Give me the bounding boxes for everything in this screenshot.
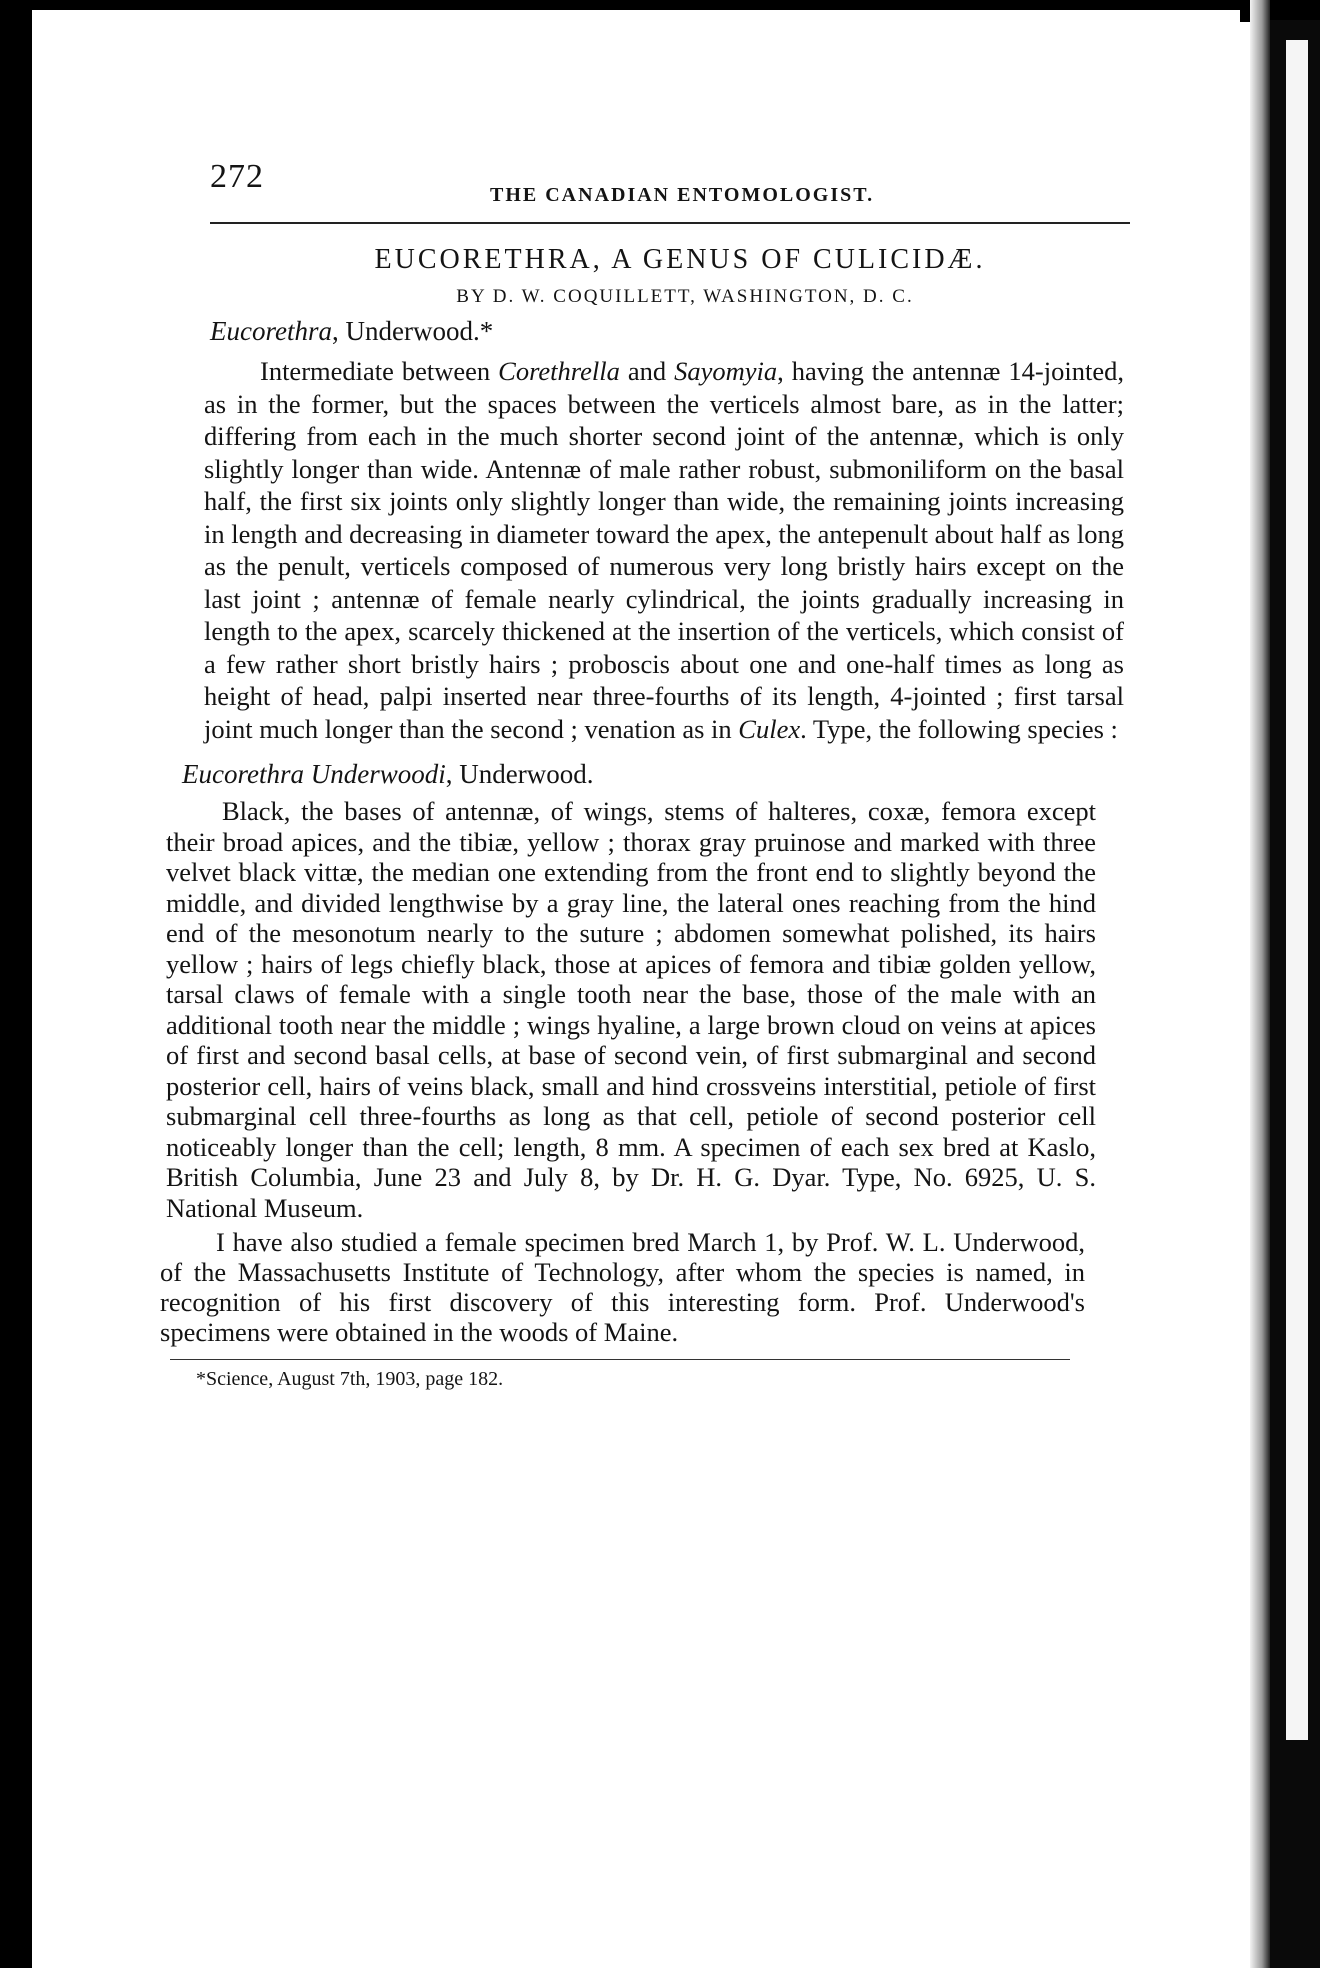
taxon-name: Culex [738,713,801,744]
journal-title: THE CANADIAN ENTOMOLOGIST. [490,184,875,206]
text-run: Intermediate between [260,356,499,386]
text-run: . Type, the following species : [800,713,1118,744]
closing-paragraph: I have also studied a female specimen bred March 1, by Prof. W. L. Underwood, of the Massachusetts Institute of Technology, after whom the species is named, in recognition of his first discovery of this interesting form. Prof. Underwood's specimens were obtained in the woods of Maine. [160,1227,1085,1347]
genus-description [204,355,1124,745]
taxon-name: Sayomyia [674,356,778,386]
genus-authority: , Underwood.* [331,316,494,346]
species-authority: , Underwood. [445,759,594,789]
text-run: , having the antennæ 14-jointed, as in the former, but the spaces between the verticels almost bare, as in the latter; differing from each in the much shorter second joint of the antennæ, which is only slightly longer than wide. Antennæ of male rather robust, submoniliform on the basal half, the first six joints only slightly longer than wide, the remaining joints increasing in length and decreasing in diameter toward the apex, the antepenult about half as long as the penult, verticels composed of numerous very long bristly hairs except on the last joint ; antennæ of female nearly cylindrical, the joints gradually increasing in length to the apex, scarcely thickened at the insertion of the verticels, which consist of a few rather short bristly hairs ; proboscis about one and one-half times as long as height of head, palpi inserted near three-fourths of its length, 4-jointed ; first tarsal joint much longer than the second ; venation as in [204,356,1124,744]
page-content [160,150,1130,1391]
article-title: EUCORETHRA, A GENUS OF CULICIDÆ. [374,244,986,275]
next-page-edge [1286,40,1308,1740]
genus-name: Eucorethra [210,316,332,346]
byline: BY D. W. COQUILLETT, WASHINGTON, D. C. [456,286,914,307]
footnote: *Science, August 7th, 1903, page 182. [196,1368,504,1390]
species-description: Black, the bases of antennæ, of wings, stems of halteres, coxæ, femora except their broad apices, and the tibiæ, yellow ; thorax gray pruinose and marked with three velvet black vittæ, the median one extending from the front end to slightly beyond the middle, and divided lengthwise by a gray line, the lateral ones reaching from the hind end of the mesonotum nearly to the suture ; abdomen somewhat polished, its hairs yellow ; hairs of legs chiefly black, those at apices of femora and tibiæ golden yellow, tarsal claws of female with a single tooth near the base, those of the male with an additional tooth near the middle ; wings hyaline, a large brown cloud on veins at apices of first and second basal cells, at base of second vein, of first submarginal and second posterior cell, hairs of veins black, small and hind crossveins interstitial, petiole of first submarginal cell three-fourths as long as that cell, petiole of second posterior cell noticeably longer than the cell; length, 8 mm. A specimen of each sex bred at Kaslo, British Columbia, June 23 and July 8, by Dr. H. G. Dyar. Type, No. 6925, U. S. National Museum. [166,796,1096,1223]
running-head [160,150,1130,222]
page-number: 272 [210,158,264,195]
genus-heading [210,316,1130,347]
species-name: Eucorethra Underwoodi [182,759,446,789]
page-fold-shadow [1250,0,1270,1968]
header-rule [210,222,1130,224]
text-run: and [619,356,675,386]
footnote-rule [170,1359,1070,1360]
taxon-name: Corethrella [498,356,620,386]
species-heading [182,759,1130,790]
